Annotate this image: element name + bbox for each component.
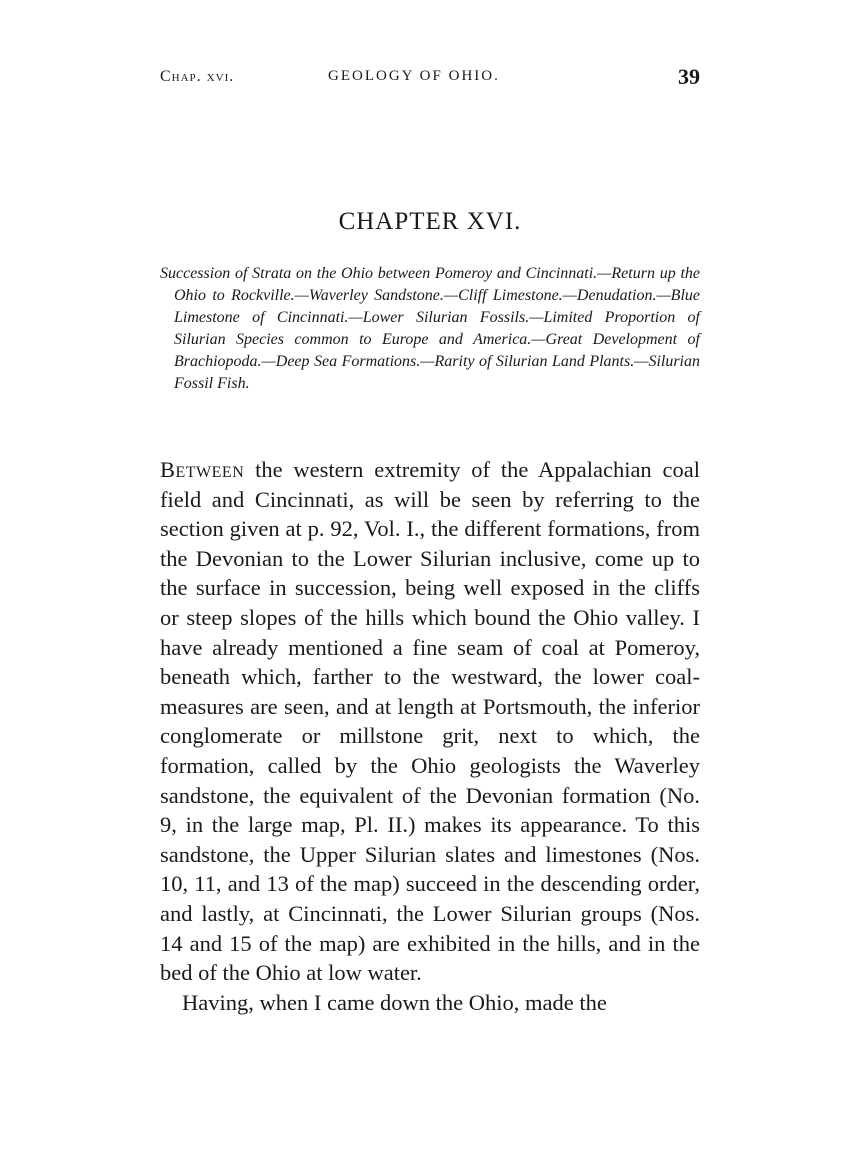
page-number: 39 [678,64,700,89]
synopsis-text: Succession of Strata on the Ohio between Pomeroy and Cincinnati.—Return up the Ohio to Rockville.—Waverley Sandstone.—Cliff Limestone.—Denudation.—Blue Limestone of Cincinnati.—Lower Silurian Fossils.—Limited Proportion of Silurian Species common to Europe and America.—Great Development of Brachiopoda.—Deep Sea Formations.—Rarity of Silurian Land Plants.—Silurian Fossil Fish. [160,265,700,392]
running-head [160,64,700,88]
paragraph-1 [160,455,700,988]
chapter-synopsis [160,263,700,395]
paragraph-1-text: the western extremity of the Appalachian coal field and Cincinnati, as will be seen by referring to the section given at p. 92, Vol. I., the different formations, from the Devonian to the Lower Silurian inclusive, come up to the surface in succession, being well exposed in the cliffs or steep slopes of the hills which bound the Ohio valley. I have already mentioned a fine seam of coal at Pomeroy, beneath which, farther to the westward, the lower coal-measures are seen, and at length at Portsmouth, the inferior conglomerate or millstone grit, next to which, the formation, called by the Ohio geologists the Waverley sandstone, the equivalent of the Devonian formation (No. 9, in the large map, Pl. II.) makes its appearance. To this sandstone, the Upper Silurian slates and limestones (Nos. 10, 11, and 13 of the map) succeed in the descending order, and lastly, at Cincinnati, the Lower Silurian groups (Nos. 14 and 15 of the map) are exhibited in the hills, and in the bed of the Ohio at low water. [160,457,700,986]
paragraph-2: Having, when I came down the Ohio, made the [182,989,607,1015]
paragraph-1-lead-word: Between [160,457,245,482]
chapter-title: CHAPTER XVI. [338,208,522,235]
running-head-title: GEOLOGY OF OHIO. [328,68,500,84]
running-head-chapter: Chap. xvi. [160,68,235,85]
body-text [160,455,700,1017]
